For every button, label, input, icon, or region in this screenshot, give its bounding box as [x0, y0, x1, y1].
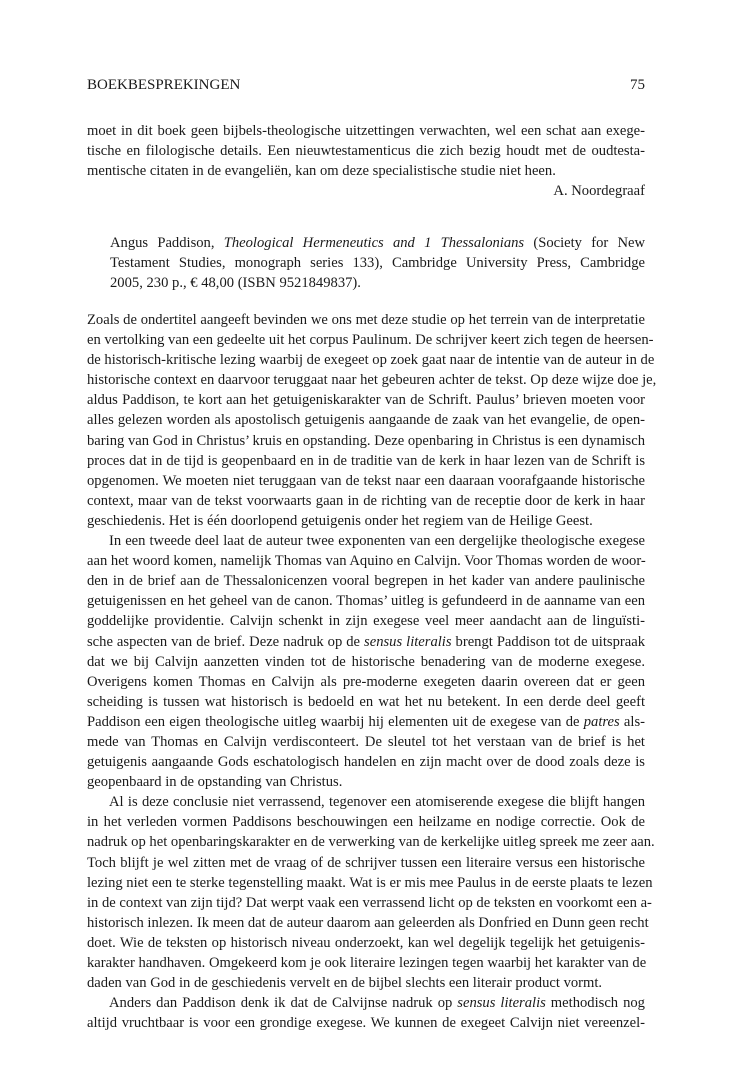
- italic-text: patres: [583, 713, 620, 730]
- book-citation: [110, 233, 645, 293]
- text-segment: de historisch-kritische lezing waarbij de exegeet op zoek gaat naar de intentie van de auteur in de: [87, 352, 655, 369]
- page-number: 75: [630, 77, 645, 93]
- text-line: [87, 772, 645, 792]
- italic-text: sensus literalis: [457, 995, 546, 1012]
- text-line: [87, 390, 645, 410]
- text-line: [110, 273, 645, 293]
- italic-text: sensus literalis: [364, 633, 452, 650]
- text-line: [87, 161, 645, 181]
- text-line: [87, 953, 645, 973]
- italic-text: Theological Hermeneutics and 1 Thessalonians: [223, 235, 525, 251]
- reviewer-signature: A. Noordegraaf: [553, 183, 645, 200]
- text-line: [87, 752, 645, 772]
- text-segment: methodisch nog: [545, 995, 645, 1012]
- text-line: [87, 531, 645, 551]
- text-line: [87, 491, 645, 511]
- text-line: [87, 370, 657, 390]
- text-segment: Testament Studies, monograph series 133), Cambridge University Press, Cambridge: [110, 255, 645, 272]
- text-segment: Zoals de ondertitel aangeeft bevinden we ons met deze studie op het terrein van de interpretatie: [87, 312, 645, 328]
- review-body: [87, 310, 657, 1033]
- text-line: [87, 591, 645, 611]
- text-segment: historisch inlezen. Ik meen dat de auteur daarom aan geleerden als Donfried en Dunn geen recht: [87, 914, 649, 931]
- text-line: [87, 1013, 645, 1033]
- text-line: [87, 993, 645, 1013]
- text-line: [87, 913, 649, 933]
- text-line: [87, 451, 645, 471]
- text-segment: historische context en daarvoor teruggaat naar het gebeuren achter de tekst. Op deze wijze doe je,: [87, 372, 657, 389]
- text-segment: in de context van zijn tijd? Dat werpt vaak een verrassend licht op de teksten en voorkomt een a-: [87, 894, 652, 911]
- text-segment: in het verleden vormen Paddisons beschouwingen een heilzame en nodige correctie. Ook de: [87, 814, 645, 831]
- text-segment: brengt Paddison tot de uitspraak: [451, 633, 645, 650]
- text-segment: In een tweede deel laat de auteur twee exponenten van een dergelijke theologische exegese: [109, 533, 645, 550]
- text-segment: Overigens komen Thomas en Calvijn als pre-moderne exegeten daarin overeen dat er geen: [87, 673, 645, 690]
- text-line: [87, 121, 645, 141]
- text-line: [87, 471, 645, 491]
- text-line: [87, 933, 645, 953]
- text-line: [87, 551, 645, 571]
- text-segment: Toch blijft je wel zitten met de vraag of de schrijver tussen een literaire versus een historische: [87, 854, 645, 871]
- text-segment: getuigenissen en het geheel van de canon. Thomas’ uitleg is gefundeerd in de aanname van een: [87, 593, 645, 610]
- text-line: [87, 652, 645, 672]
- text-segment: sche aspecten van de brief. Deze nadruk op de: [87, 633, 365, 650]
- text-line: [87, 141, 645, 161]
- text-segment: mede van Thomas en Calvijn verdisconteert. De sleutel tot het verstaan van de brief is het: [87, 733, 645, 750]
- text-segment: baring van God in Christus’ kruis en opstanding. Deze openbaring in Christus is een dynamisch: [87, 432, 645, 449]
- text-segment: dat we bij Calvijn aanzetten vinden tot de historische benadering van de moderne exegese.: [87, 653, 645, 670]
- text-segment: Al is deze conclusie niet verrassend, tegenover een atomiserende exegese die blijft hangen: [109, 794, 645, 811]
- text-line: [87, 832, 655, 852]
- text-line: [87, 792, 645, 812]
- text-line: [87, 712, 645, 732]
- text-segment: 2005, 230 p., € 48,00 (ISBN 9521849837).: [110, 275, 361, 292]
- text-line: [87, 632, 645, 652]
- text-line: [110, 233, 645, 253]
- text-line: [87, 732, 645, 752]
- text-segment: Anders dan Paddison denk ik dat de Calvijnse nadruk op: [109, 995, 458, 1012]
- text-segment: tische en filologische details. Een nieuwtestamenticus die zich bezig houdt met de oudtesta-: [87, 143, 645, 160]
- text-segment: altijd vruchtbaar is voor een grondige exegese. We kunnen de exegeet Calvijn niet vereenzel-: [87, 1015, 645, 1032]
- text-segment: aan het woord komen, namelijk Thomas van Aquino en Calvijn. Voor Thomas worden de woor-: [87, 553, 646, 570]
- text-line: [87, 893, 652, 913]
- text-line: [87, 431, 645, 451]
- text-line: [87, 350, 655, 370]
- text-segment: den in de brief aan de Thessalonicenzen vooral begrepen in het kader van andere paulinische: [87, 573, 645, 590]
- text-segment: en vertolking van een gedeelte uit het corpus Paulinum. De schrijver keert zich tegen de heersen-: [87, 332, 654, 349]
- text-segment: aldus Paddison, te kort aan het getuigeniskarakter van de Schrift. Paulus’ brieven moeten voor: [87, 392, 645, 409]
- text-segment: geschiedenis. Het is één doorlopend getuigenis onder het regiem van de Heilige Geest.: [87, 512, 593, 529]
- text-segment: mentische citaten in de evangeliën, kan om deze specialistische studie niet heen.: [87, 163, 556, 180]
- text-line: [87, 672, 645, 692]
- text-segment: doet. Wie de teksten op historisch niveau onderzoekt, kan wel degelijk tegelijk het getuigenis-: [87, 934, 645, 951]
- text-line: [87, 692, 645, 712]
- text-line: [87, 812, 645, 832]
- text-line: [87, 611, 645, 631]
- text-segment: Angus Paddison,: [110, 235, 224, 251]
- text-segment: proces dat in de tijd is geopenbaard en in de traditie van de kerk in haar lezen van de Schrift is: [87, 452, 645, 469]
- text-segment: karakter handhaven. Omgekeerd kom je ook literaire lezingen tegen waarbij het karakter van de: [87, 955, 647, 971]
- text-line: [87, 853, 645, 873]
- text-segment: als-: [619, 713, 645, 730]
- text-line: [87, 330, 654, 350]
- text-segment: (Society for New: [524, 235, 646, 251]
- text-segment: Paddison een eigen theologische uitleg waarbij hij elementen uit de exegese van de: [87, 713, 584, 730]
- text-segment: alles gelezen worden als apostolisch getuigenis aangaande de zaak van het evangelie, de open-: [87, 412, 645, 429]
- text-segment: context, maar van de tekst voorwaarts gaan in de richting van de receptie door de kerk in haar: [87, 492, 645, 509]
- text-line: [87, 310, 645, 330]
- previous-review-ending: [87, 121, 645, 201]
- text-segment: geopenbaard in de opstanding van Christus.: [87, 774, 343, 791]
- text-segment: moet in dit boek geen bijbels-theologische uitzettingen verwachten, wel een schat aan exege-: [87, 123, 645, 139]
- text-segment: getuigenis aangaande Gods eschatologisch handelen en zijn macht over de dood zoals deze is: [87, 754, 645, 771]
- text-segment: daden van God in de geschiedenis vervelt en de bijbel slechts een literair product vormt.: [87, 975, 603, 992]
- text-line: [87, 410, 645, 430]
- text-line: [87, 973, 645, 993]
- text-segment: scheiding is tussen wat historisch is bedoeld en wat het nu betekent. In een derde deel geeft: [87, 693, 645, 710]
- text-line: [110, 253, 645, 273]
- text-line: [87, 571, 645, 591]
- running-header: [87, 77, 645, 94]
- text-segment: goddelijke providentie. Calvijn schenkt in zijn exegese veel meer aandacht aan de linguïsti-: [87, 613, 645, 630]
- text-line: [87, 511, 645, 531]
- text-segment: opgenomen. We moeten niet teruggaan van de tekst naar een daaraan voorafgaande historische: [87, 472, 645, 489]
- text-segment: lezing niet een te sterke tegenstelling maakt. Wat is er mis mee Paulus in de eerste plaats te lezen: [87, 874, 653, 891]
- running-title: BOEKBESPREKINGEN: [87, 77, 241, 93]
- text-segment: nadruk op het openbaringskarakter en de verwerking van de kerkelijke uitleg spreek me zeer aan.: [87, 834, 655, 851]
- text-line: [87, 873, 653, 893]
